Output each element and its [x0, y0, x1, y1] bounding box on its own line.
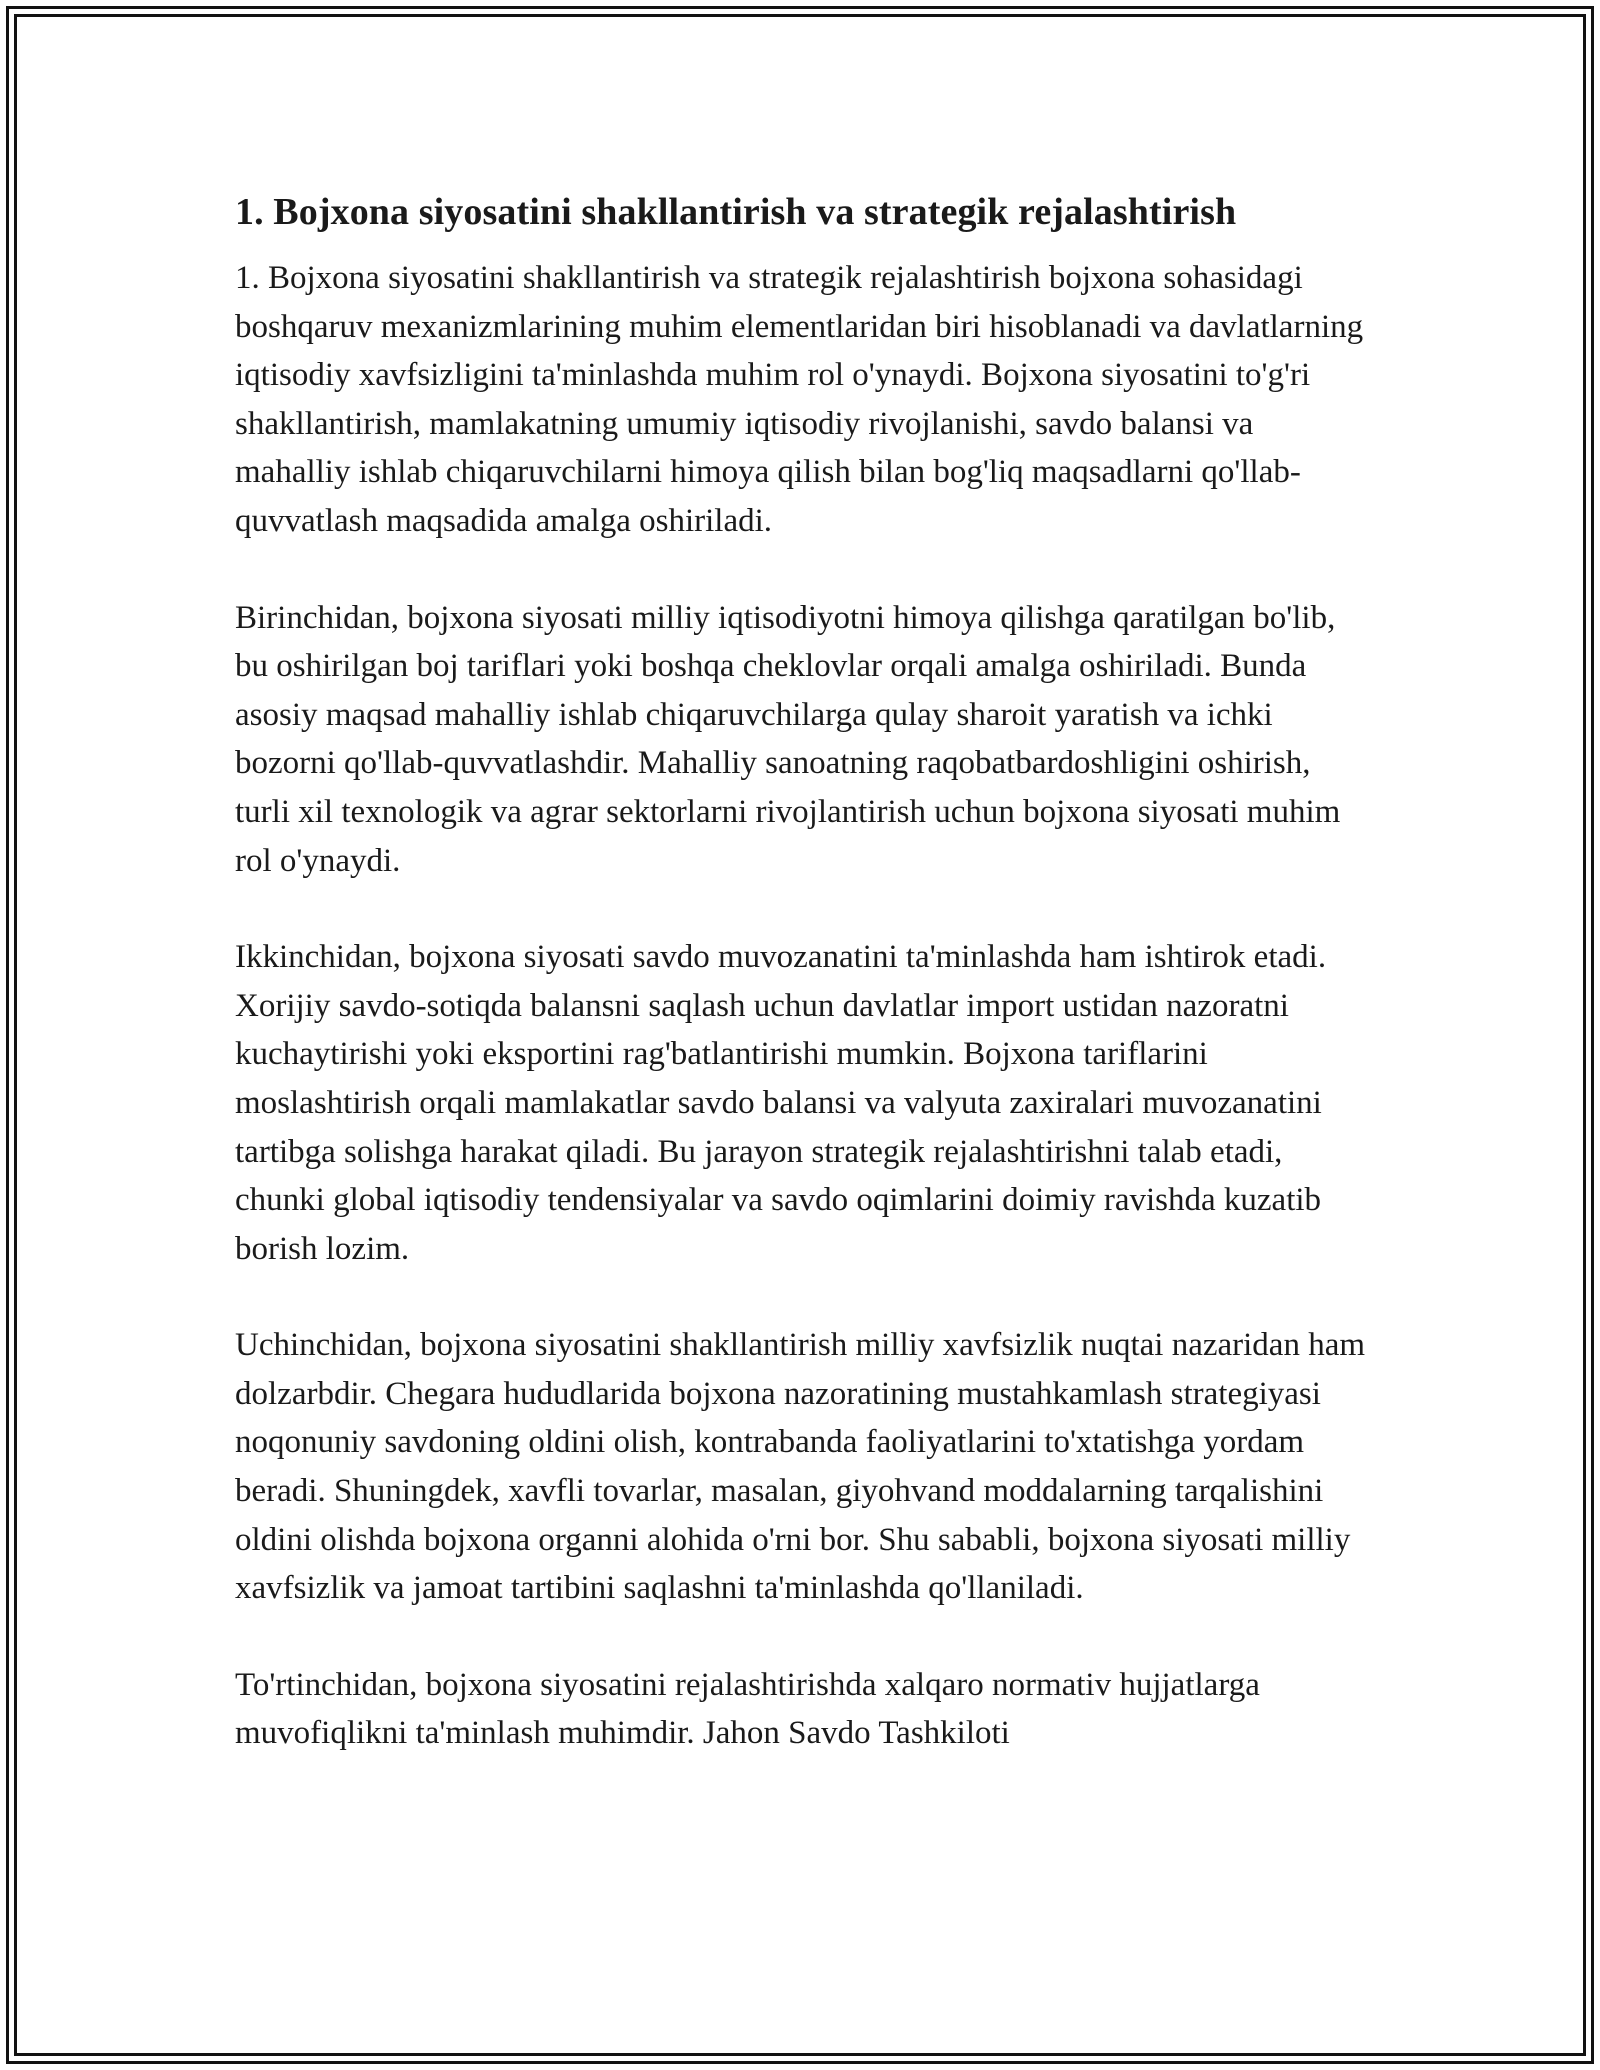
document-body [235, 186, 1365, 1806]
paragraph-fourth: To'rtinchidan, bojxona siyosatini rejalashtirishda xalqaro normativ hujjatlarga muvofiqlikni ta'minlash muhimdir. Jahon Savdo Tashkiloti [235, 1666, 1260, 1752]
section-heading: 1. Bojxona siyosatini shakllantirish va strategik rejalashtirish [235, 191, 1237, 233]
paragraph-first: Birinchidan, bojxona siyosati milliy iqtisodiyotni himoya qilishga qaratilgan bo'lib, bu oshirilgan boj tariflari yoki boshqa cheklovlar orqali amalga oshiriladi. Bunda asosiy maqsad mahalliy ishlab chiqaruvchilarga qulay sharoit yaratish va ichki bozorni qo'llab-quvvatlashdir. Mahalliy sanoatning raqobatbardoshligini oshirish, turli xil texnologik va agrar sektorlarni rivojlantirish uchun bojxona siyosati muhim rol o'ynaydi. [235, 599, 1341, 879]
paragraph-third: Uchinchidan, bojxona siyosatini shakllantirish milliy xavfsizlik nuqtai nazaridan ham dolzarbdir. Chegara hududlarida bojxona nazoratining mustahkamlash strategiyasi noqonuniy savdoning oldini olish, kontrabanda faoliyatlarini to'xtatishga yordam beradi. Shuningdek, xavfli tovarlar, masalan, giyohvand moddalarning tarqalishini oldini olishda bojxona organni alohida o'rni bor. Shu sababli, bojxona siyosati milliy xavfsizlik va jamoat tartibini saqlashni ta'minlashda qo'llaniladi. [235, 1327, 1366, 1607]
paragraph-intro: 1. Bojxona siyosatini shakllantirish va strategik rejalashtirish bojxona sohasidagi boshqaruv mexanizmlarining muhim elementlaridan biri hisoblanadi va davlatlarning iqtisodiy xavfsizligini ta'minlashda muhim rol o'ynaydi. Bojxona siyosatini to'g'ri shakllantirish, mamlakatning umumiy iqtisodiy rivojlanishi, savdo balansi va mahalliy ishlab chiqaruvchilarni himoya qilish bilan bog'liq maqsadlarni qo'llab-quvvatlash maqsadida amalga oshiriladi. [235, 260, 1364, 539]
paragraph-second: Ikkinchidan, bojxona siyosati savdo muvozanatini ta'minlashda ham ishtirok etadi. Xorijiy savdo-sotiqda balansni saqlash uchun davlatlar import ustidan nazoratni kuchaytirishi yoki eksportini rag'batlantirishi mumkin. Bojxona tariflarini moslashtirish orqali mamlakatlar savdo balansi va valyuta zaxiralari muvozanatini tartibga solishga harakat qiladi. Bu jarayon strategik rejalashtirishni talab etadi, chunki global iqtisodiy tendensiyalar va savdo oqimlarini doimiy ravishda kuzatib borish lozim. [235, 939, 1327, 1267]
